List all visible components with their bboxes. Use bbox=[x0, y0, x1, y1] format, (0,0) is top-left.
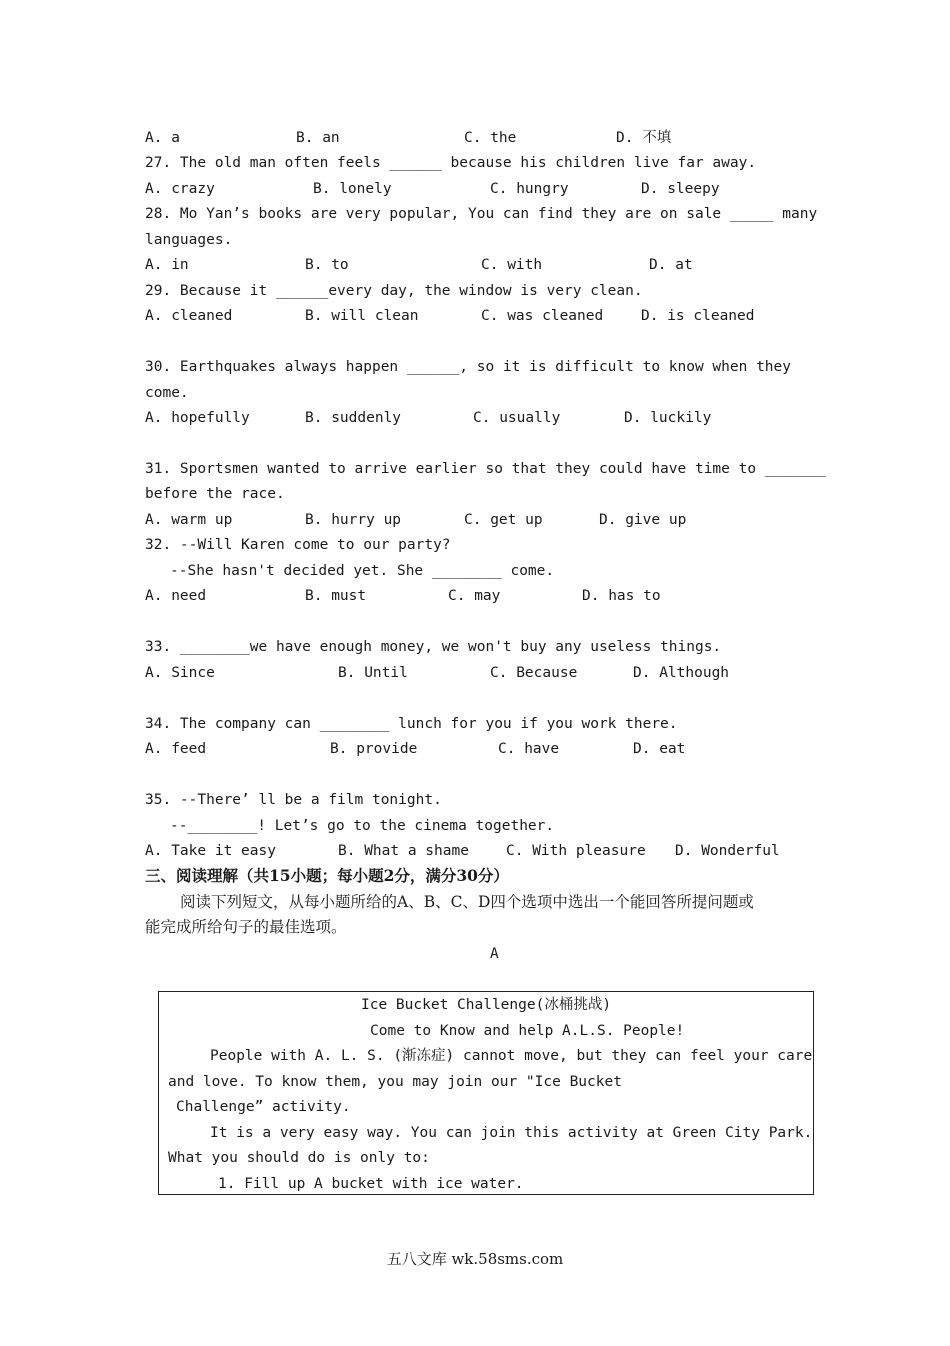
passage-step-1: 1. Fill up A bucket with ice water. bbox=[218, 1176, 524, 1192]
section-heading: 三、阅读理解（共15小题；每小题2分，满分30分） bbox=[145, 866, 509, 885]
passage-subtitle: Come to Know and help A.L.S. People! bbox=[370, 1023, 685, 1039]
section-instruction-line2: 能完成所给句子的最佳选项。 bbox=[145, 918, 347, 936]
q35-option-b: B. What a shame bbox=[338, 843, 469, 859]
q30-option-c: C. usually bbox=[473, 410, 561, 426]
q35-option-c: C. With pleasure bbox=[506, 843, 646, 859]
passage-p2-line2: What you should do is only to: bbox=[168, 1150, 430, 1166]
q31-option-d: D. give up bbox=[599, 512, 687, 528]
q28-stem-cont: languages. bbox=[145, 232, 233, 248]
q33-option-c: C. Because bbox=[490, 665, 578, 681]
q31-stem-cont: before the race. bbox=[145, 486, 285, 502]
q33-option-b: B. Until bbox=[338, 665, 408, 681]
q33-option-a: A. Since bbox=[145, 665, 215, 681]
q26-option-d: D. 不填 bbox=[616, 130, 672, 146]
q35-option-a: A. Take it easy bbox=[145, 843, 276, 859]
q32-stem-cont: --She hasn't decided yet. She ________ come. bbox=[170, 563, 555, 579]
footer-watermark: 五八文库 wk.58sms.com bbox=[386, 1250, 564, 1268]
q32-stem: 32. --Will Karen come to our party? bbox=[145, 537, 451, 553]
q28-option-c: C. with bbox=[481, 257, 543, 273]
q29-stem: 29. Because it ______every day, the window is very clean. bbox=[145, 283, 643, 299]
q29-option-a: A. cleaned bbox=[145, 308, 233, 324]
q35-stem-cont: --________! Let’s go to the cinema together. bbox=[170, 818, 555, 834]
passage-p2-line1: It is a very easy way. You can join this activity at Green City Park. bbox=[210, 1125, 813, 1141]
q30-option-d: D. luckily bbox=[624, 410, 712, 426]
q34-option-b: B. provide bbox=[330, 741, 418, 757]
passage-p1-line3: Challenge” activity. bbox=[176, 1099, 351, 1115]
q32-option-a: A. need bbox=[145, 588, 207, 604]
q29-option-c: C. was cleaned bbox=[481, 308, 604, 324]
passage-label: A bbox=[490, 946, 499, 962]
passage-p1-line2: and love. To know them, you may join our "Ice Bucket bbox=[168, 1074, 622, 1090]
q28-option-d: D. at bbox=[649, 257, 693, 273]
q34-stem: 34. The company can ________ lunch for you if you work there. bbox=[145, 716, 678, 732]
q31-option-b: B. hurry up bbox=[305, 512, 402, 528]
section-instruction-line1: 阅读下列短文，从每小题所给的A、B、C、D四个选项中选出一个能回答所提问题或 bbox=[180, 893, 754, 911]
q31-stem: 31. Sportsmen wanted to arrive earlier so that they could have time to _______ bbox=[145, 461, 826, 477]
q28-option-b: B. to bbox=[305, 257, 349, 273]
q34-option-d: D. eat bbox=[633, 741, 686, 757]
passage-title: Ice Bucket Challenge(冰桶挑战) bbox=[361, 997, 612, 1013]
q27-option-b: B. lonely bbox=[313, 181, 392, 197]
q28-option-a: A. in bbox=[145, 257, 189, 273]
q29-option-d: D. is cleaned bbox=[641, 308, 755, 324]
q30-stem: 30. Earthquakes always happen ______, so it is difficult to know when they bbox=[145, 359, 792, 375]
q30-stem-cont: come. bbox=[145, 385, 189, 401]
q32-option-d: D. has to bbox=[582, 588, 661, 604]
q35-stem: 35. --There’ ll be a film tonight. bbox=[145, 792, 442, 808]
q32-option-c: C. may bbox=[448, 588, 501, 604]
q26-option-a: A. a bbox=[145, 130, 180, 146]
q27-stem: 27. The old man often feels ______ because his children live far away. bbox=[145, 155, 757, 171]
passage-p1-line1: People with A. L. S. (渐冻症) cannot move, but they can feel your care bbox=[210, 1048, 813, 1064]
q31-option-c: C. get up bbox=[464, 512, 543, 528]
q27-option-d: D. sleepy bbox=[641, 181, 720, 197]
q30-option-b: B. suddenly bbox=[305, 410, 402, 426]
q27-option-a: A. crazy bbox=[145, 181, 215, 197]
q34-option-c: C. have bbox=[498, 741, 560, 757]
q32-option-b: B. must bbox=[305, 588, 367, 604]
q27-option-c: C. hungry bbox=[490, 181, 569, 197]
q26-option-c: C. the bbox=[464, 130, 517, 146]
q29-option-b: B. will clean bbox=[305, 308, 419, 324]
q33-option-d: D. Although bbox=[633, 665, 730, 681]
q28-stem: 28. Mo Yan’s books are very popular, You can find they are on sale _____ many bbox=[145, 206, 818, 222]
q30-option-a: A. hopefully bbox=[145, 410, 250, 426]
q34-option-a: A. feed bbox=[145, 741, 207, 757]
q31-option-a: A. warm up bbox=[145, 512, 233, 528]
q33-stem: 33. ________we have enough money, we won't buy any useless things. bbox=[145, 639, 722, 655]
q35-option-d: D. Wonderful bbox=[675, 843, 780, 859]
q26-option-b: B. an bbox=[296, 130, 340, 146]
